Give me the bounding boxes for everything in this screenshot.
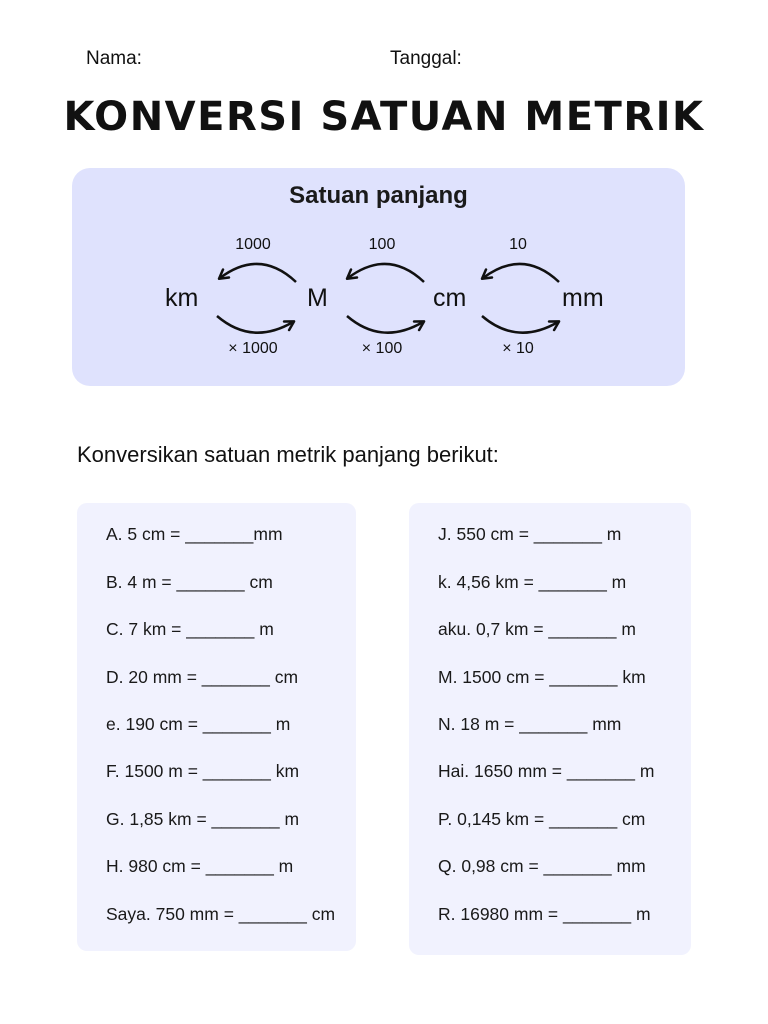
question-item: F. 1500 m = _______ km [106,761,300,781]
multiply-factor-100: × 100 [361,340,403,357]
arrow-right-m-cm [347,316,423,333]
question-item: P. 0,145 km = _______ cm [438,809,646,829]
question-item: G. 1,85 km = _______ m [106,809,300,829]
question-item: H. 980 cm = _______ m [106,856,294,876]
question-item: C. 7 km = _______ m [106,619,274,639]
divide-factor-1000: 1000 [235,236,271,253]
arrow-left-km-m [220,264,296,282]
multiply-factor-1000: × 1000 [228,340,278,357]
page-title: KONVERSI SATUAN METRIK [63,94,705,140]
question-item: R. 16980 mm = _______ m [438,904,651,924]
question-item: Q. 0,98 cm = _______ mm [438,856,646,876]
question-item: Hai. 1650 mm = _______ m [438,761,655,781]
date-label: Tanggal: [390,48,462,69]
questions-left-box [77,503,356,951]
instruction-text: Konversikan satuan metrik panjang berikut: [77,442,499,467]
question-item: e. 190 cm = _______ m [106,714,291,734]
name-label: Nama: [86,48,142,69]
questions-right-box [409,503,691,955]
multiply-factor-10: × 10 [502,340,534,357]
unit-mm: mm [562,284,604,312]
arrow-left-cm-mm [483,264,559,282]
question-item: J. 550 cm = _______ m [438,524,622,544]
divide-factor-10: 10 [509,236,527,253]
units-panel [72,168,685,386]
arrow-right-cm-mm [482,316,558,333]
arrow-right-km-m [217,316,293,333]
question-item: A. 5 cm = _______mm [106,524,283,544]
question-item: Saya. 750 mm = _______ cm [106,904,336,924]
question-item: aku. 0,7 km = _______ m [438,619,636,639]
question-item: N. 18 m = _______ mm [438,714,622,734]
arrow-left-m-cm [348,264,424,282]
question-item: B. 4 m = _______ cm [106,572,273,592]
unit-m: M [307,284,328,312]
units-panel-title: Satuan panjang [289,182,468,209]
question-item: D. 20 mm = _______ cm [106,667,299,687]
unit-cm: cm [433,284,467,312]
unit-km: km [165,284,199,312]
divide-factor-100: 100 [368,236,396,253]
question-item: M. 1500 cm = _______ km [438,667,646,687]
question-item: k. 4,56 km = _______ m [438,572,627,592]
